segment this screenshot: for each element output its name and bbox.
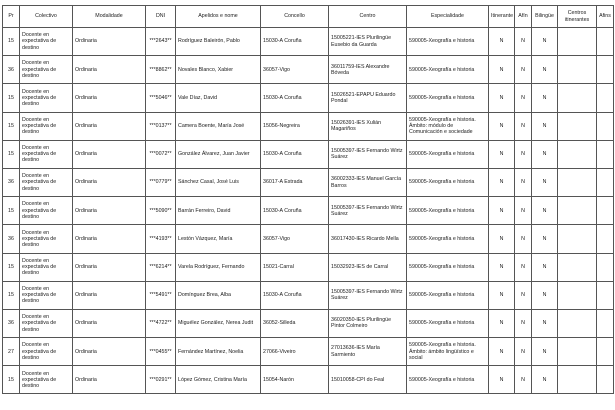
cell-pr: 15 — [3, 84, 20, 112]
cell-especialidade: 590005-Xeografía e historia — [407, 225, 489, 253]
cell-especialidade: 590005-Xeografía e historia — [407, 84, 489, 112]
cell-modalidade: Ordinaria — [73, 56, 146, 84]
cell-dni: ***6214** — [146, 253, 176, 281]
table-row — [3, 140, 614, 168]
cell-concello: 36017-A Estrada — [261, 168, 329, 196]
cell-apelidos-nome: López Gómez, Cristina María — [176, 366, 261, 394]
cell-centros-itinerantes — [558, 84, 597, 112]
cell-afin: N — [515, 338, 532, 366]
cell-bilingue: N — [532, 168, 558, 196]
cell-colectivo: Docente en expectativa de destino — [20, 28, 73, 56]
cell-concello: 36057-Vigo — [261, 56, 329, 84]
cell-concello: 15054-Narón — [261, 366, 329, 394]
cell-centro: 15005397-IES Fernando Wirtz Suárez — [329, 197, 407, 225]
table-row — [3, 253, 614, 281]
cell-bilingue: N — [532, 338, 558, 366]
cell-centro: 15005221-IES Plurilingüe Eusebio da Guarda — [329, 28, 407, 56]
cell-afins — [597, 225, 614, 253]
cell-centro: 15005397-IES Fernando Wirtz Suárez — [329, 281, 407, 309]
cell-colectivo: Docente en expectativa de destino — [20, 338, 73, 366]
cell-modalidade: Ordinaria — [73, 140, 146, 168]
cell-colectivo: Docente en expectativa de destino — [20, 281, 73, 309]
cell-centros-itinerantes — [558, 225, 597, 253]
cell-concello: 15030-A Coruña — [261, 28, 329, 56]
cell-itinerante: N — [489, 253, 515, 281]
assignments-table — [2, 5, 614, 394]
cell-afin: N — [515, 140, 532, 168]
cell-afin: N — [515, 28, 532, 56]
cell-dni: ***0455** — [146, 338, 176, 366]
cell-concello: 15030-A Coruña — [261, 281, 329, 309]
cell-modalidade: Ordinaria — [73, 84, 146, 112]
cell-apelidos-nome: Vale Díaz, David — [176, 84, 261, 112]
cell-centro: 27013636-IES María Sarmiento — [329, 338, 407, 366]
cell-apelidos-nome: Barrán Ferreiro, David — [176, 197, 261, 225]
cell-dni: ***8862** — [146, 56, 176, 84]
cell-afins — [597, 168, 614, 196]
cell-itinerante: N — [489, 112, 515, 140]
cell-especialidade: 590005-Xeografía e historia — [407, 56, 489, 84]
cell-especialidade: 590005-Xeografía e historia — [407, 140, 489, 168]
header-itinerante: Itinerante — [489, 6, 515, 28]
header-afins: Afins — [597, 6, 614, 28]
cell-pr: 15 — [3, 281, 20, 309]
cell-afins — [597, 28, 614, 56]
cell-colectivo: Docente en expectativa de destino — [20, 197, 73, 225]
cell-especialidade: 590005-Xeografía e historia. Ámbito: módulo de Comunicación e sociedade — [407, 112, 489, 140]
cell-apelidos-nome: Sánchez Casal, José Luis — [176, 168, 261, 196]
cell-itinerante: N — [489, 281, 515, 309]
cell-apelidos-nome: Domínguez Brea, Alba — [176, 281, 261, 309]
cell-pr: 15 — [3, 366, 20, 394]
cell-afin: N — [515, 225, 532, 253]
cell-itinerante: N — [489, 140, 515, 168]
cell-dni: ***0779** — [146, 168, 176, 196]
cell-colectivo: Docente en expectativa de destino — [20, 84, 73, 112]
cell-bilingue: N — [532, 140, 558, 168]
cell-modalidade: Ordinaria — [73, 197, 146, 225]
cell-dni: ***2643** — [146, 28, 176, 56]
cell-dni: ***4193** — [146, 225, 176, 253]
cell-colectivo: Docente en expectativa de destino — [20, 112, 73, 140]
cell-concello: 15021-Carral — [261, 253, 329, 281]
cell-dni: ***4722** — [146, 309, 176, 337]
cell-dni: ***5046** — [146, 84, 176, 112]
cell-pr: 15 — [3, 253, 20, 281]
cell-apelidos-nome: Fernández Martínez, Noelia — [176, 338, 261, 366]
table-row — [3, 309, 614, 337]
cell-concello: 15030-A Coruña — [261, 197, 329, 225]
cell-pr: 15 — [3, 112, 20, 140]
cell-afin: N — [515, 309, 532, 337]
cell-modalidade: Ordinaria — [73, 168, 146, 196]
cell-centros-itinerantes — [558, 253, 597, 281]
cell-pr: 15 — [3, 140, 20, 168]
cell-apelidos-nome: Lestón Vázquez, María — [176, 225, 261, 253]
cell-afin: N — [515, 197, 532, 225]
header-dni: DNI — [146, 6, 176, 28]
cell-itinerante: N — [489, 168, 515, 196]
cell-dni: ***5090** — [146, 197, 176, 225]
cell-concello: 36057-Vigo — [261, 225, 329, 253]
table-row — [3, 56, 614, 84]
cell-pr: 36 — [3, 56, 20, 84]
cell-pr: 36 — [3, 309, 20, 337]
cell-afins — [597, 56, 614, 84]
cell-itinerante: N — [489, 338, 515, 366]
cell-centro: 36002333-IES Manuel García Barros — [329, 168, 407, 196]
cell-afin: N — [515, 168, 532, 196]
cell-itinerante: N — [489, 366, 515, 394]
cell-centros-itinerantes — [558, 281, 597, 309]
cell-centro: 15010058-CPI do Feal — [329, 366, 407, 394]
table-row — [3, 338, 614, 366]
cell-centro: 36017430-IES Ricardo Mella — [329, 225, 407, 253]
cell-modalidade: Ordinaria — [73, 281, 146, 309]
cell-colectivo: Docente en expectativa de destino — [20, 309, 73, 337]
header-centros-itinerantes: Centros itinerantes — [558, 6, 597, 28]
cell-centro: 36020350-IES Plurilingüe Pintor Colmeiro — [329, 309, 407, 337]
cell-bilingue: N — [532, 84, 558, 112]
header-concello: Concello — [261, 6, 329, 28]
table-row — [3, 197, 614, 225]
cell-centros-itinerantes — [558, 309, 597, 337]
header-modalidade: Modalidade — [73, 6, 146, 28]
cell-especialidade: 590005-Xeografía e historia — [407, 28, 489, 56]
cell-itinerante: N — [489, 56, 515, 84]
cell-afins — [597, 112, 614, 140]
cell-itinerante: N — [489, 225, 515, 253]
cell-especialidade: 590005-Xeografía e historia — [407, 281, 489, 309]
cell-modalidade: Ordinaria — [73, 338, 146, 366]
cell-centros-itinerantes — [558, 140, 597, 168]
header-afin: Afín — [515, 6, 532, 28]
cell-centros-itinerantes — [558, 28, 597, 56]
cell-bilingue: N — [532, 309, 558, 337]
cell-modalidade: Ordinaria — [73, 253, 146, 281]
cell-apelidos-nome: Camera Boente, María José — [176, 112, 261, 140]
cell-apelidos-nome: Varela Rodríguez, Fernando — [176, 253, 261, 281]
cell-apelidos-nome: Miguélez González, Nerea Judit — [176, 309, 261, 337]
cell-bilingue: N — [532, 225, 558, 253]
cell-concello: 15030-A Coruña — [261, 84, 329, 112]
cell-dni: ***0072** — [146, 140, 176, 168]
cell-itinerante: N — [489, 197, 515, 225]
cell-especialidade: 590005-Xeografía e historia — [407, 366, 489, 394]
table-row — [3, 28, 614, 56]
cell-bilingue: N — [532, 28, 558, 56]
cell-afin: N — [515, 56, 532, 84]
cell-bilingue: N — [532, 253, 558, 281]
cell-centros-itinerantes — [558, 338, 597, 366]
cell-afin: N — [515, 112, 532, 140]
cell-centro: 15026521-EPAPU Eduardo Pondal — [329, 84, 407, 112]
header-row — [3, 6, 614, 28]
cell-centro: 15026391-IES Xulián Magariños — [329, 112, 407, 140]
table-row — [3, 225, 614, 253]
cell-afins — [597, 197, 614, 225]
cell-especialidade: 590005-Xeografía e historia — [407, 197, 489, 225]
cell-colectivo: Docente en expectativa de destino — [20, 253, 73, 281]
cell-concello: 27066-Viveiro — [261, 338, 329, 366]
cell-dni: ***0291** — [146, 366, 176, 394]
table-header — [3, 6, 614, 28]
cell-bilingue: N — [532, 366, 558, 394]
header-pr: Pr — [3, 6, 20, 28]
cell-modalidade: Ordinaria — [73, 28, 146, 56]
cell-colectivo: Docente en expectativa de destino — [20, 225, 73, 253]
cell-centros-itinerantes — [558, 197, 597, 225]
cell-concello: 15030-A Coruña — [261, 140, 329, 168]
cell-dni: ***5491** — [146, 281, 176, 309]
table-body — [3, 28, 614, 394]
assignments-table-wrapper — [2, 5, 614, 394]
cell-centros-itinerantes — [558, 168, 597, 196]
cell-pr: 27 — [3, 338, 20, 366]
cell-bilingue: N — [532, 112, 558, 140]
cell-especialidade: 590005-Xeografía e historia. Ámbito: ámbito lingüístico e social — [407, 338, 489, 366]
cell-pr: 36 — [3, 225, 20, 253]
cell-centros-itinerantes — [558, 56, 597, 84]
cell-afins — [597, 253, 614, 281]
cell-bilingue: N — [532, 281, 558, 309]
cell-afins — [597, 281, 614, 309]
cell-modalidade: Ordinaria — [73, 225, 146, 253]
header-centro: Centro — [329, 6, 407, 28]
table-row — [3, 366, 614, 394]
cell-itinerante: N — [489, 309, 515, 337]
cell-centro: 36011759-IES Alexandre Bóveda — [329, 56, 407, 84]
cell-dni: ***0137** — [146, 112, 176, 140]
table-row — [3, 168, 614, 196]
cell-afins — [597, 338, 614, 366]
table-row — [3, 281, 614, 309]
cell-afins — [597, 366, 614, 394]
cell-especialidade: 590005-Xeografía e historia — [407, 168, 489, 196]
cell-modalidade: Ordinaria — [73, 112, 146, 140]
cell-colectivo: Docente en expectativa de destino — [20, 168, 73, 196]
cell-modalidade: Ordinaria — [73, 309, 146, 337]
cell-pr: 15 — [3, 197, 20, 225]
cell-itinerante: N — [489, 28, 515, 56]
header-bilingue: Bilingüe — [532, 6, 558, 28]
cell-afin: N — [515, 253, 532, 281]
cell-centros-itinerantes — [558, 366, 597, 394]
table-row — [3, 84, 614, 112]
cell-centro: 15032923-IES de Carral — [329, 253, 407, 281]
cell-bilingue: N — [532, 56, 558, 84]
cell-especialidade: 590005-Xeografía e historia — [407, 309, 489, 337]
cell-afins — [597, 140, 614, 168]
header-colectivo: Colectivo — [20, 6, 73, 28]
cell-afin: N — [515, 84, 532, 112]
cell-colectivo: Docente en expectativa de destino — [20, 366, 73, 394]
cell-colectivo: Docente en expectativa de destino — [20, 140, 73, 168]
cell-apelidos-nome: González Álvarez, Juan Javier — [176, 140, 261, 168]
cell-centros-itinerantes — [558, 112, 597, 140]
header-apelidos-nome: Apelidos e nome — [176, 6, 261, 28]
cell-pr: 36 — [3, 168, 20, 196]
cell-bilingue: N — [532, 197, 558, 225]
cell-apelidos-nome: Rodríguez Baleirón, Pablo — [176, 28, 261, 56]
cell-concello: 36052-Silleda — [261, 309, 329, 337]
cell-concello: 15056-Negreira — [261, 112, 329, 140]
cell-pr: 15 — [3, 28, 20, 56]
header-especialidade: Especialidade — [407, 6, 489, 28]
cell-centro: 15005397-IES Fernando Wirtz Suárez — [329, 140, 407, 168]
cell-itinerante: N — [489, 84, 515, 112]
cell-afins — [597, 84, 614, 112]
cell-afins — [597, 309, 614, 337]
table-row — [3, 112, 614, 140]
cell-modalidade: Ordinaria — [73, 366, 146, 394]
cell-colectivo: Docente en expectativa de destino — [20, 56, 73, 84]
cell-especialidade: 590005-Xeografía e historia — [407, 253, 489, 281]
cell-apelidos-nome: Novales Blanco, Xabier — [176, 56, 261, 84]
cell-afin: N — [515, 281, 532, 309]
cell-afin: N — [515, 366, 532, 394]
